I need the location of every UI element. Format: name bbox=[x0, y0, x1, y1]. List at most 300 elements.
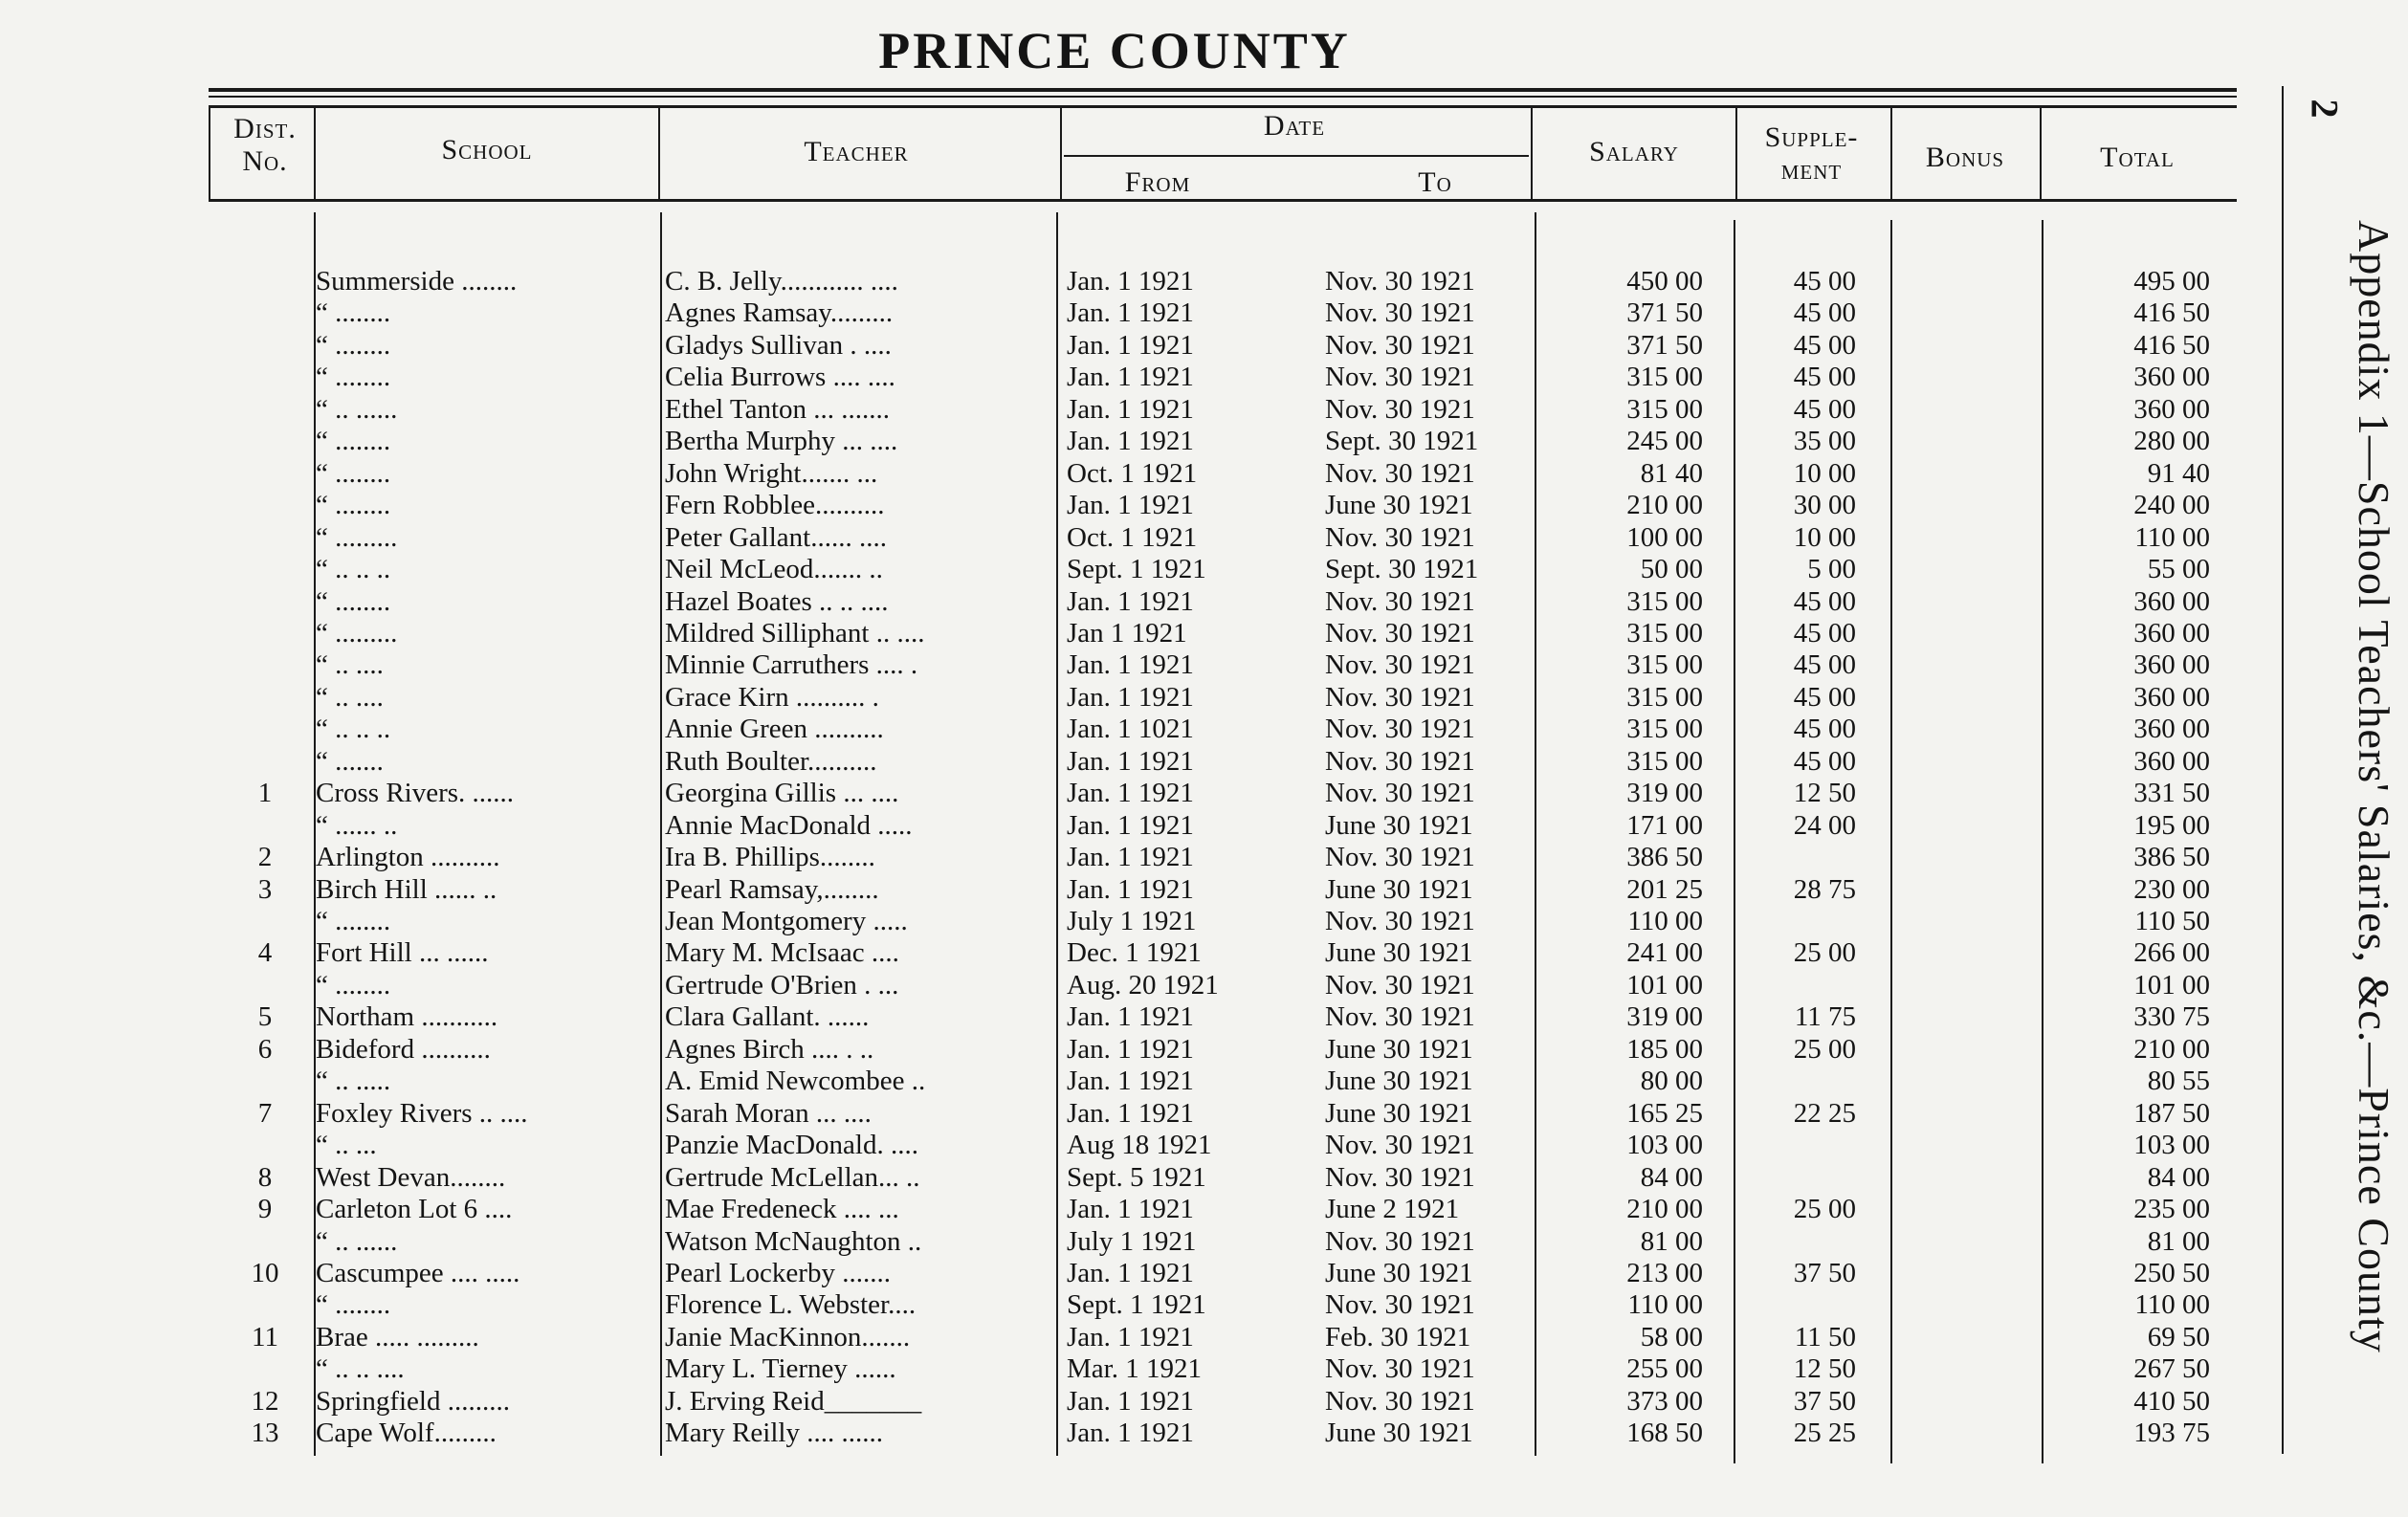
cell-school: “ ........ bbox=[316, 490, 391, 521]
header-total: Total bbox=[2100, 142, 2175, 173]
cell-to: June 30 1921 bbox=[1325, 873, 1473, 905]
cell-supplement: 37 50 bbox=[1793, 1385, 1856, 1417]
table-row bbox=[0, 810, 2239, 842]
cell-total: 360 00 bbox=[2133, 362, 2210, 393]
cell-from: Jan. 1 1921 bbox=[1067, 649, 1194, 681]
cell-salary: 185 00 bbox=[1626, 1033, 1703, 1065]
cell-school: Arlington .......... bbox=[316, 842, 500, 873]
cell-salary: 165 25 bbox=[1626, 1097, 1703, 1129]
cell-salary: 371 50 bbox=[1626, 297, 1703, 329]
cell-total: 91 40 bbox=[2147, 457, 2210, 489]
cell-salary: 315 00 bbox=[1626, 714, 1703, 745]
cell-salary: 110 00 bbox=[1627, 906, 1703, 936]
cell-from: Jan. 1 1921 bbox=[1067, 745, 1194, 777]
cell-school: Springfield ......... bbox=[316, 1385, 510, 1417]
cell-supplement: 45 00 bbox=[1793, 681, 1856, 713]
cell-supplement: 11 50 bbox=[1794, 1321, 1856, 1352]
cell-school: “ ......... bbox=[316, 617, 398, 649]
cell-supplement: 12 50 bbox=[1793, 778, 1856, 809]
table-row bbox=[0, 1289, 2239, 1321]
cell-salary: 373 00 bbox=[1626, 1385, 1703, 1417]
table-row bbox=[0, 746, 2239, 778]
cell-total: 386 50 bbox=[2133, 842, 2210, 873]
cell-dist: 1 bbox=[257, 778, 273, 809]
cell-total: 410 50 bbox=[2133, 1385, 2210, 1417]
table-row bbox=[0, 778, 2239, 809]
cell-dist: 9 bbox=[257, 1194, 273, 1225]
cell-to: Nov. 30 1921 bbox=[1325, 681, 1475, 713]
cell-from: Aug 18 1921 bbox=[1067, 1130, 1212, 1161]
cell-total: 495 00 bbox=[2133, 266, 2210, 297]
table-row bbox=[0, 266, 2239, 297]
cell-to: Nov. 30 1921 bbox=[1325, 1289, 1475, 1321]
cell-from: Oct. 1 1921 bbox=[1067, 521, 1198, 553]
cell-from: Jan. 1 1921 bbox=[1067, 1321, 1194, 1352]
cell-school: Cascumpee .... ..... bbox=[316, 1257, 520, 1288]
cell-school: Summerside ........ bbox=[316, 266, 518, 297]
side-caption: Appendix 1—School Teachers' Salaries, &c.—Prince County bbox=[2350, 220, 2398, 1353]
cell-salary: 168 50 bbox=[1626, 1418, 1703, 1449]
cell-teacher: C. B. Jelly............ .... bbox=[665, 266, 898, 297]
header-from: From bbox=[1124, 166, 1191, 198]
cell-supplement: 24 00 bbox=[1793, 809, 1856, 841]
cell-dist: 6 bbox=[257, 1033, 273, 1065]
cell-from: Jan. 1 1921 bbox=[1067, 1001, 1194, 1033]
cell-total: 110 00 bbox=[2134, 1289, 2210, 1321]
cell-to: Nov. 30 1921 bbox=[1325, 521, 1475, 553]
cell-school: “ ........ bbox=[316, 297, 391, 329]
page-title: PRINCE COUNTY bbox=[878, 22, 1351, 79]
cell-to: June 30 1921 bbox=[1325, 1418, 1473, 1449]
cell-from: Jan. 1 1921 bbox=[1067, 426, 1194, 457]
table-row bbox=[0, 970, 2239, 1001]
cell-salary: 315 00 bbox=[1626, 362, 1703, 393]
cell-total: 360 00 bbox=[2133, 714, 2210, 745]
cell-teacher: Mildred Silliphant .. .... bbox=[665, 617, 925, 649]
cell-salary: 315 00 bbox=[1626, 617, 1703, 649]
cell-teacher: John Wright....... ... bbox=[665, 457, 878, 489]
cell-supplement: 10 00 bbox=[1793, 457, 1856, 489]
table-row bbox=[0, 1226, 2239, 1258]
cell-to: Nov. 30 1921 bbox=[1325, 1225, 1475, 1257]
cell-total: 360 00 bbox=[2133, 745, 2210, 777]
cell-total: 331 50 bbox=[2133, 778, 2210, 809]
cell-salary: 110 00 bbox=[1627, 1289, 1703, 1321]
cell-supplement: 28 75 bbox=[1793, 873, 1856, 905]
cell-dist: 10 bbox=[251, 1257, 279, 1288]
cell-to: Nov. 30 1921 bbox=[1325, 778, 1475, 809]
cell-total: 80 55 bbox=[2147, 1066, 2210, 1097]
cell-total: 250 50 bbox=[2133, 1257, 2210, 1288]
cell-school: Birch Hill ...... .. bbox=[316, 873, 497, 905]
cell-total: 110 00 bbox=[2134, 521, 2210, 553]
cell-school: “ ........ bbox=[316, 1289, 391, 1321]
cell-teacher: Grace Kirn .......... . bbox=[665, 681, 879, 713]
cell-from: Dec. 1 1921 bbox=[1067, 937, 1202, 969]
cell-salary: 210 00 bbox=[1626, 490, 1703, 521]
cell-teacher: Clara Gallant. ...... bbox=[665, 1001, 870, 1033]
cell-total: 280 00 bbox=[2133, 426, 2210, 457]
cell-from: Jan. 1 1921 bbox=[1067, 1033, 1194, 1065]
cell-school: West Devan........ bbox=[316, 1161, 506, 1193]
cell-total: 101 00 bbox=[2133, 969, 2210, 1000]
cell-school: “ .. .. .. bbox=[316, 554, 391, 585]
cell-from: Jan. 1 1921 bbox=[1067, 1097, 1194, 1129]
cell-supplement: 45 00 bbox=[1793, 585, 1856, 617]
cell-total: 267 50 bbox=[2133, 1353, 2210, 1385]
cell-total: 266 00 bbox=[2133, 937, 2210, 969]
table-row bbox=[0, 522, 2239, 554]
cell-to: June 2 1921 bbox=[1325, 1194, 1460, 1225]
cell-from: July 1 1921 bbox=[1067, 906, 1197, 936]
cell-teacher: Gladys Sullivan . .... bbox=[665, 329, 892, 361]
cell-from: Jan 1 1921 bbox=[1067, 617, 1187, 649]
cell-from: Jan. 1 1921 bbox=[1067, 1066, 1194, 1097]
cell-salary: 371 50 bbox=[1626, 329, 1703, 361]
cell-teacher: Pearl Ramsay,........ bbox=[665, 873, 879, 905]
cell-to: Nov. 30 1921 bbox=[1325, 457, 1475, 489]
cell-from: Jan. 1 1921 bbox=[1067, 393, 1194, 425]
cell-teacher: Ruth Boulter.......... bbox=[665, 745, 877, 777]
table-row bbox=[0, 297, 2239, 329]
cell-teacher: A. Emid Newcombee .. bbox=[665, 1066, 926, 1097]
cell-salary: 315 00 bbox=[1626, 585, 1703, 617]
cell-total: 416 50 bbox=[2133, 329, 2210, 361]
cell-supplement: 30 00 bbox=[1793, 490, 1856, 521]
cell-supplement: 45 00 bbox=[1793, 297, 1856, 329]
cell-from: Sept. 1 1921 bbox=[1067, 554, 1206, 585]
cell-from: Mar. 1 1921 bbox=[1067, 1353, 1202, 1385]
cell-teacher: Agnes Birch .... . .. bbox=[665, 1033, 874, 1065]
cell-total: 360 00 bbox=[2133, 393, 2210, 425]
cell-teacher: Ira B. Phillips........ bbox=[665, 842, 875, 873]
cell-teacher: Pearl Lockerby ....... bbox=[665, 1257, 891, 1288]
cell-dist: 8 bbox=[257, 1161, 273, 1193]
cell-salary: 81 40 bbox=[1640, 457, 1703, 489]
cell-teacher: Neil McLeod....... .. bbox=[665, 554, 883, 585]
cell-total: 110 50 bbox=[2134, 906, 2210, 936]
cell-total: 193 75 bbox=[2133, 1418, 2210, 1449]
cell-salary: 315 00 bbox=[1626, 393, 1703, 425]
cell-to: Nov. 30 1921 bbox=[1325, 393, 1475, 425]
table-row bbox=[0, 842, 2239, 873]
cell-total: 416 50 bbox=[2133, 297, 2210, 329]
cell-salary: 84 00 bbox=[1640, 1161, 1703, 1193]
table-row bbox=[0, 1098, 2239, 1130]
cell-from: Jan. 1 1921 bbox=[1067, 490, 1194, 521]
cell-school: “ .. ... bbox=[316, 1130, 377, 1161]
cell-to: Nov. 30 1921 bbox=[1325, 617, 1475, 649]
table-row bbox=[0, 426, 2239, 457]
cell-teacher: Mary M. McIsaac .... bbox=[665, 937, 899, 969]
cell-teacher: Panzie MacDonald. .... bbox=[665, 1130, 918, 1161]
table-row bbox=[0, 618, 2239, 649]
cell-school: “ .. ..... bbox=[316, 1066, 391, 1097]
cell-salary: 386 50 bbox=[1626, 842, 1703, 873]
cell-from: Jan. 1 1921 bbox=[1067, 266, 1194, 297]
table-row bbox=[0, 649, 2239, 681]
cell-school: Cross Rivers. ...... bbox=[316, 778, 515, 809]
cell-school: Brae ..... ......... bbox=[316, 1321, 479, 1352]
cell-salary: 50 00 bbox=[1640, 554, 1703, 585]
cell-from: Jan. 1 1921 bbox=[1067, 1418, 1194, 1449]
cell-from: Sept. 1 1921 bbox=[1067, 1289, 1206, 1321]
cell-supplement: 45 00 bbox=[1793, 745, 1856, 777]
cell-school: Foxley Rivers .. .... bbox=[316, 1097, 528, 1129]
table-row bbox=[0, 1258, 2239, 1289]
cell-supplement: 25 00 bbox=[1793, 1033, 1856, 1065]
cell-to: June 30 1921 bbox=[1325, 809, 1473, 841]
table-row bbox=[0, 937, 2239, 969]
cell-school: Northam ........... bbox=[316, 1001, 498, 1033]
cell-to: Nov. 30 1921 bbox=[1325, 1353, 1475, 1385]
table-row bbox=[0, 1386, 2239, 1418]
cell-to: Nov. 30 1921 bbox=[1325, 1130, 1475, 1161]
cell-to: June 30 1921 bbox=[1325, 1066, 1473, 1097]
cell-school: “ ........ bbox=[316, 457, 391, 489]
header-salary: Salary bbox=[1589, 136, 1679, 167]
cell-from: Jan. 1 1921 bbox=[1067, 873, 1194, 905]
cell-to: Nov. 30 1921 bbox=[1325, 266, 1475, 297]
cell-supplement: 10 00 bbox=[1793, 521, 1856, 553]
cell-from: Jan. 1 1921 bbox=[1067, 362, 1194, 393]
table-row bbox=[0, 1130, 2239, 1161]
cell-salary: 315 00 bbox=[1626, 745, 1703, 777]
cell-school: Cape Wolf......... bbox=[316, 1418, 497, 1449]
cell-teacher: Ethel Tanton ... ....... bbox=[665, 393, 891, 425]
cell-to: Nov. 30 1921 bbox=[1325, 1385, 1475, 1417]
header-bonus: Bonus bbox=[1925, 142, 2005, 173]
cell-salary: 319 00 bbox=[1626, 1001, 1703, 1033]
cell-school: “ ........ bbox=[316, 329, 391, 361]
cell-school: “ .. ...... bbox=[316, 1225, 398, 1257]
cell-from: Jan. 1 1921 bbox=[1067, 329, 1194, 361]
cell-total: 230 00 bbox=[2133, 873, 2210, 905]
cell-teacher: Gertrude McLellan... .. bbox=[665, 1161, 920, 1193]
cell-from: Jan. 1 1921 bbox=[1067, 297, 1194, 329]
cell-from: Oct. 1 1921 bbox=[1067, 457, 1198, 489]
cell-to: Nov. 30 1921 bbox=[1325, 649, 1475, 681]
cell-supplement: 35 00 bbox=[1793, 426, 1856, 457]
table-row bbox=[0, 1034, 2239, 1066]
cell-supplement: 45 00 bbox=[1793, 329, 1856, 361]
table-row bbox=[0, 1322, 2239, 1353]
cell-to: June 30 1921 bbox=[1325, 937, 1473, 969]
page-number: 2 bbox=[2303, 99, 2347, 119]
cell-to: June 30 1921 bbox=[1325, 490, 1473, 521]
cell-to: Nov. 30 1921 bbox=[1325, 906, 1475, 936]
cell-total: 360 00 bbox=[2133, 649, 2210, 681]
table-row bbox=[0, 1194, 2239, 1225]
cell-school: “ ......... bbox=[316, 521, 398, 553]
cell-school: “ ........ bbox=[316, 362, 391, 393]
table-row bbox=[0, 362, 2239, 393]
table-row bbox=[0, 906, 2239, 937]
cell-salary: 315 00 bbox=[1626, 681, 1703, 713]
cell-teacher: Janie MacKinnon....... bbox=[665, 1321, 911, 1352]
cell-salary: 315 00 bbox=[1626, 649, 1703, 681]
header-supplement: Supple-ment bbox=[1764, 121, 1859, 186]
cell-total: 69 50 bbox=[2147, 1321, 2210, 1352]
cell-teacher: Sarah Moran ... .... bbox=[665, 1097, 872, 1129]
cell-from: Jan. 1 1921 bbox=[1067, 1385, 1194, 1417]
cell-school: “ ........ bbox=[316, 969, 391, 1000]
cell-from: July 1 1921 bbox=[1067, 1225, 1197, 1257]
cell-teacher: Annie Green .......... bbox=[665, 714, 884, 745]
cell-salary: 101 00 bbox=[1626, 969, 1703, 1000]
header-school: School bbox=[441, 134, 533, 165]
cell-school: Carleton Lot 6 .... bbox=[316, 1194, 513, 1225]
cell-salary: 319 00 bbox=[1626, 778, 1703, 809]
cell-school: “ ........ bbox=[316, 426, 391, 457]
cell-to: June 30 1921 bbox=[1325, 1257, 1473, 1288]
table-row bbox=[0, 586, 2239, 618]
cell-teacher: Mary L. Tierney ...... bbox=[665, 1353, 896, 1385]
cell-to: Sept. 30 1921 bbox=[1325, 554, 1479, 585]
cell-dist: 11 bbox=[252, 1321, 278, 1352]
cell-teacher: Bertha Murphy ... .... bbox=[665, 426, 898, 457]
cell-total: 360 00 bbox=[2133, 681, 2210, 713]
cell-dist: 12 bbox=[251, 1385, 279, 1417]
cell-school: “ .. ...... bbox=[316, 393, 398, 425]
cell-teacher: Mae Fredeneck .... ... bbox=[665, 1194, 899, 1225]
cell-supplement: 45 00 bbox=[1793, 393, 1856, 425]
table-row bbox=[0, 394, 2239, 426]
cell-total: 210 00 bbox=[2133, 1033, 2210, 1065]
table-row bbox=[0, 458, 2239, 490]
cell-from: Jan. 1 1921 bbox=[1067, 809, 1194, 841]
cell-to: Nov. 30 1921 bbox=[1325, 1161, 1475, 1193]
cell-teacher: Watson McNaughton .. bbox=[665, 1225, 922, 1257]
cell-supplement: 45 00 bbox=[1793, 714, 1856, 745]
cell-from: Jan. 1 1921 bbox=[1067, 1257, 1194, 1288]
cell-school: “ .. .. .... bbox=[316, 1353, 405, 1385]
cell-supplement: 45 00 bbox=[1793, 649, 1856, 681]
cell-salary: 100 00 bbox=[1626, 521, 1703, 553]
cell-school: “ ....... bbox=[316, 745, 384, 777]
cell-dist: 7 bbox=[257, 1097, 273, 1129]
table-row bbox=[0, 1001, 2239, 1033]
cell-teacher: Annie MacDonald ..... bbox=[665, 809, 913, 841]
cell-teacher: Minnie Carruthers .... . bbox=[665, 649, 918, 681]
cell-supplement: 11 75 bbox=[1794, 1001, 1856, 1033]
cell-salary: 103 00 bbox=[1626, 1130, 1703, 1161]
cell-from: Aug. 20 1921 bbox=[1067, 969, 1219, 1000]
header-date: Date bbox=[1263, 110, 1326, 142]
cell-teacher: Hazel Boates .. .. .... bbox=[665, 585, 889, 617]
cell-teacher: Celia Burrows .... .... bbox=[665, 362, 895, 393]
cell-salary: 450 00 bbox=[1626, 266, 1703, 297]
cell-school: “ ...... .. bbox=[316, 809, 398, 841]
cell-salary: 255 00 bbox=[1626, 1353, 1703, 1385]
table-row bbox=[0, 682, 2239, 714]
table-row bbox=[0, 1353, 2239, 1385]
cell-to: Nov. 30 1921 bbox=[1325, 969, 1475, 1000]
cell-to: Nov. 30 1921 bbox=[1325, 585, 1475, 617]
cell-dist: 3 bbox=[257, 873, 273, 905]
cell-school: “ .. .... bbox=[316, 649, 384, 681]
cell-dist: 13 bbox=[251, 1418, 279, 1449]
cell-to: Nov. 30 1921 bbox=[1325, 329, 1475, 361]
cell-salary: 213 00 bbox=[1626, 1257, 1703, 1288]
cell-total: 240 00 bbox=[2133, 490, 2210, 521]
cell-dist: 5 bbox=[257, 1001, 273, 1033]
cell-from: Jan. 1 1921 bbox=[1067, 1194, 1194, 1225]
cell-to: June 30 1921 bbox=[1325, 1033, 1473, 1065]
cell-supplement: 25 00 bbox=[1793, 1194, 1856, 1225]
cell-total: 84 00 bbox=[2147, 1161, 2210, 1193]
cell-school: “ .. .... bbox=[316, 681, 384, 713]
cell-salary: 210 00 bbox=[1626, 1194, 1703, 1225]
cell-to: Sept. 30 1921 bbox=[1325, 426, 1479, 457]
cell-from: Jan. 1 1021 bbox=[1067, 714, 1194, 745]
cell-from: Jan. 1 1921 bbox=[1067, 585, 1194, 617]
cell-total: 55 00 bbox=[2147, 554, 2210, 585]
cell-from: Sept. 5 1921 bbox=[1067, 1161, 1206, 1193]
cell-supplement: 45 00 bbox=[1793, 266, 1856, 297]
cell-salary: 241 00 bbox=[1626, 937, 1703, 969]
cell-total: 235 00 bbox=[2133, 1194, 2210, 1225]
cell-teacher: Gertrude O'Brien . ... bbox=[665, 969, 899, 1000]
table-row bbox=[0, 1066, 2239, 1097]
cell-salary: 80 00 bbox=[1640, 1066, 1703, 1097]
table-row bbox=[0, 1162, 2239, 1194]
cell-from: Jan. 1 1921 bbox=[1067, 842, 1194, 873]
cell-teacher: Georgina Gillis ... .... bbox=[665, 778, 899, 809]
cell-to: Feb. 30 1921 bbox=[1325, 1321, 1471, 1352]
cell-to: Nov. 30 1921 bbox=[1325, 297, 1475, 329]
cell-total: 195 00 bbox=[2133, 809, 2210, 841]
cell-school: “ .. .. .. bbox=[316, 714, 391, 745]
cell-to: Nov. 30 1921 bbox=[1325, 714, 1475, 745]
cell-to: Nov. 30 1921 bbox=[1325, 362, 1475, 393]
cell-supplement: 5 00 bbox=[1807, 554, 1856, 585]
cell-supplement: 25 00 bbox=[1793, 937, 1856, 969]
cell-total: 187 50 bbox=[2133, 1097, 2210, 1129]
cell-to: Nov. 30 1921 bbox=[1325, 1001, 1475, 1033]
cell-to: June 30 1921 bbox=[1325, 1097, 1473, 1129]
cell-from: Jan. 1 1921 bbox=[1067, 681, 1194, 713]
cell-salary: 245 00 bbox=[1626, 426, 1703, 457]
cell-supplement: 37 50 bbox=[1793, 1257, 1856, 1288]
cell-total: 81 00 bbox=[2147, 1225, 2210, 1257]
cell-school: “ ........ bbox=[316, 906, 391, 936]
table-row bbox=[0, 330, 2239, 362]
cell-teacher: Mary Reilly .... ...... bbox=[665, 1418, 883, 1449]
header-teacher: Teacher bbox=[804, 136, 909, 167]
cell-to: Nov. 30 1921 bbox=[1325, 842, 1475, 873]
cell-total: 360 00 bbox=[2133, 585, 2210, 617]
cell-teacher: Fern Robblee.......... bbox=[665, 490, 885, 521]
cell-teacher: Peter Gallant...... .... bbox=[665, 521, 887, 553]
cell-from: Jan. 1 1921 bbox=[1067, 778, 1194, 809]
cell-supplement: 12 50 bbox=[1793, 1353, 1856, 1385]
cell-dist: 2 bbox=[257, 842, 273, 873]
cell-teacher: J. Erving Reid_______ bbox=[665, 1385, 922, 1417]
cell-teacher: Jean Montgomery ..... bbox=[665, 906, 908, 936]
side-divider bbox=[2282, 86, 2284, 1454]
cell-school: “ ........ bbox=[316, 585, 391, 617]
cell-total: 103 00 bbox=[2133, 1130, 2210, 1161]
cell-salary: 81 00 bbox=[1640, 1225, 1703, 1257]
cell-total: 330 75 bbox=[2133, 1001, 2210, 1033]
header-to: To bbox=[1418, 166, 1452, 198]
cell-to: Nov. 30 1921 bbox=[1325, 745, 1475, 777]
cell-salary: 171 00 bbox=[1626, 809, 1703, 841]
cell-salary: 58 00 bbox=[1640, 1321, 1703, 1352]
cell-school: Fort Hill ... ...... bbox=[316, 937, 489, 969]
cell-school: Bideford .......... bbox=[316, 1033, 491, 1065]
